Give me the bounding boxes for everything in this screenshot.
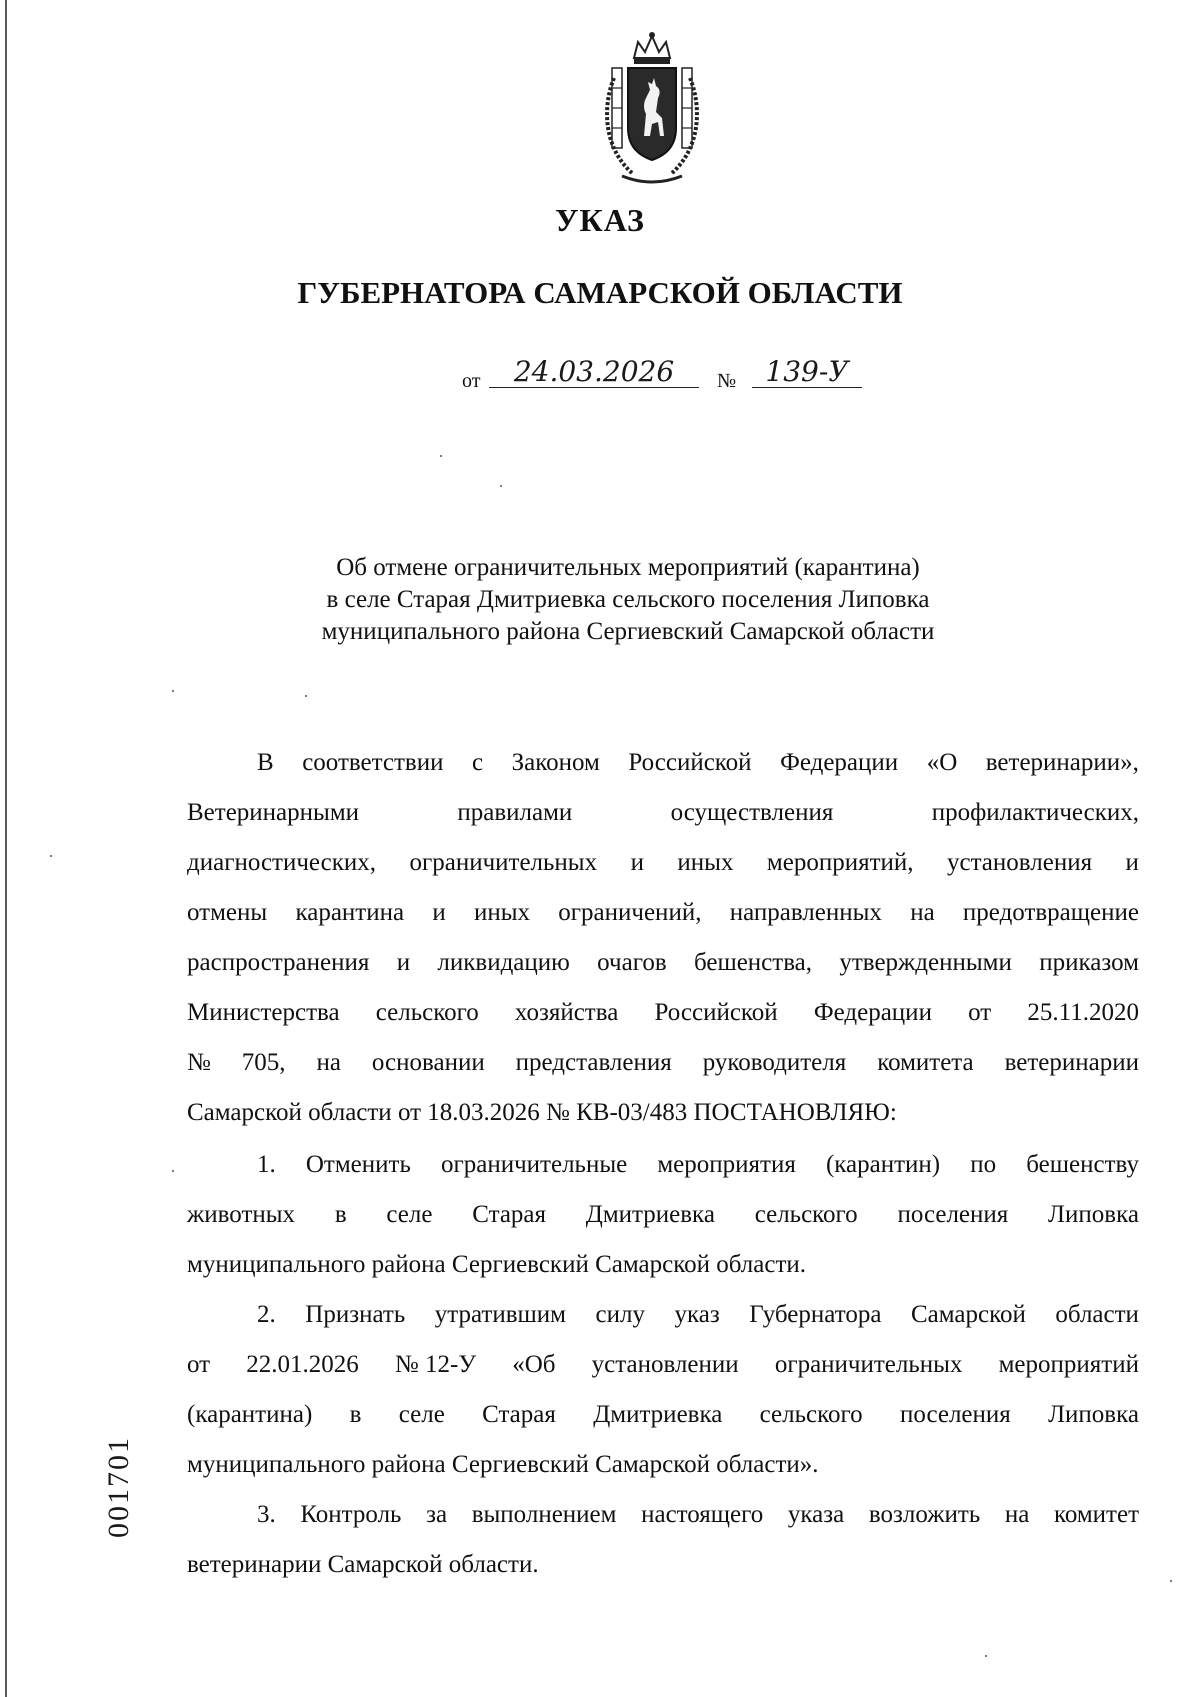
- word: сельского: [375, 999, 479, 1026]
- paragraph-line: [187, 988, 1139, 1038]
- word: Министерства: [187, 999, 340, 1026]
- word: Губернатора: [749, 1301, 882, 1328]
- word: осуществления: [670, 799, 834, 826]
- word: выполнением: [471, 1501, 617, 1528]
- word: животных: [187, 1201, 296, 1228]
- paragraph-last-line: Самарской области от 18.03.2026 № КВ-03/483 ПОСТАНОВЛЯЮ:: [187, 1099, 897, 1126]
- scan-speck: [172, 1170, 174, 1172]
- word: от: [968, 999, 992, 1026]
- word: соответствии: [302, 749, 444, 776]
- paragraph-line: [187, 1190, 1139, 1240]
- word: Федерации: [813, 999, 932, 1026]
- word: на: [910, 899, 935, 926]
- word: диагностических,: [187, 849, 377, 876]
- word: Контроль: [300, 1501, 402, 1528]
- word: комитет: [1053, 1501, 1139, 1528]
- word: мероприятий: [998, 1351, 1139, 1378]
- document-title: УКАЗ: [555, 202, 645, 238]
- word: возложить: [868, 1501, 981, 1528]
- word: очагов: [597, 949, 667, 976]
- word: Липовка: [1048, 1401, 1139, 1428]
- paragraph-line: [187, 1390, 1139, 1440]
- word: селе: [386, 1201, 433, 1228]
- word: ветеринарии: [1004, 1049, 1139, 1076]
- word: руководителя: [702, 1049, 847, 1076]
- scan-speck: [172, 690, 174, 692]
- word: сельского: [759, 1401, 863, 1428]
- registration-line: [462, 357, 862, 397]
- word: ограничительные: [440, 1151, 628, 1178]
- word: и: [1125, 849, 1139, 876]
- word: профилактических,: [931, 799, 1139, 826]
- word: Российской: [628, 749, 752, 776]
- paragraph-last-line: муниципального района Сергиевский Самарской области.: [187, 1251, 807, 1278]
- word: Липовка: [1048, 1201, 1139, 1228]
- word: ветеринарии»,: [985, 749, 1139, 776]
- word: с: [471, 749, 484, 776]
- document-subject: [250, 552, 1006, 648]
- word: поселения: [899, 1401, 1011, 1428]
- word: в: [334, 1201, 347, 1228]
- word: Законом: [511, 749, 600, 776]
- word: иных: [677, 849, 734, 876]
- paragraph-line: [187, 838, 1139, 888]
- word: на: [1004, 1501, 1030, 1528]
- paragraph-line: [187, 1340, 1139, 1390]
- word: 705,: [241, 1049, 286, 1076]
- word: селе: [398, 1401, 445, 1428]
- paragraph-line: [187, 938, 1139, 988]
- handwritten-date: 24.03.2026: [489, 357, 699, 388]
- word: мероприятия: [657, 1151, 796, 1178]
- paragraph-line: [187, 788, 1139, 838]
- word: представления: [515, 1049, 672, 1076]
- word: хозяйства: [514, 999, 619, 1026]
- word: по: [970, 1151, 997, 1178]
- word: указа: [787, 1501, 845, 1528]
- item-1-paragraph: [187, 1140, 1139, 1290]
- word: предотвращение: [962, 899, 1139, 926]
- scan-speck: [500, 485, 502, 487]
- word: ограничительных: [774, 1351, 963, 1378]
- word: утратившим: [434, 1301, 566, 1328]
- paragraph-line: [187, 1290, 1139, 1340]
- samara-coat-of-arms-icon: [592, 28, 712, 188]
- word: В: [257, 749, 274, 776]
- word: ограничительных: [409, 849, 598, 876]
- word: области: [1055, 1301, 1139, 1328]
- word: комитета: [877, 1049, 974, 1076]
- word: бешенства,: [693, 949, 813, 976]
- word: настоящего: [641, 1501, 764, 1528]
- word: ограничений,: [558, 899, 702, 926]
- number-sign: №: [717, 370, 737, 392]
- word: Отменить: [305, 1151, 411, 1178]
- word: ликвидацию: [437, 949, 570, 976]
- word: силу: [595, 1301, 645, 1328]
- word: № 12-У: [394, 1351, 477, 1378]
- word: 2.: [257, 1301, 276, 1328]
- paragraph-last-line: ветеринарии Самарской области.: [187, 1551, 539, 1578]
- item-3-paragraph: [187, 1490, 1139, 1590]
- paragraph-line: [187, 1490, 1139, 1540]
- word: отмены: [187, 899, 268, 926]
- date-prefix: от: [462, 370, 481, 392]
- word: Российской: [654, 999, 778, 1026]
- word: Признать: [305, 1301, 406, 1328]
- word: поселения: [897, 1201, 1009, 1228]
- word: 3.: [257, 1501, 276, 1528]
- word: от: [187, 1351, 211, 1378]
- word: Ветеринарными: [187, 799, 360, 826]
- word: утвержденными: [839, 949, 1012, 976]
- word: 1.: [257, 1151, 276, 1178]
- word: Дмитриевка: [593, 1401, 723, 1428]
- word: сельского: [754, 1201, 858, 1228]
- word: мероприятий,: [766, 849, 914, 876]
- word: (карантина): [187, 1401, 313, 1428]
- word: основании: [371, 1049, 485, 1076]
- subject-line: муниципального района Сергиевский Самарской области: [321, 618, 935, 645]
- item-2-paragraph: [187, 1290, 1139, 1490]
- word: Дмитриевка: [585, 1201, 715, 1228]
- word: приказом: [1039, 949, 1139, 976]
- word: указ: [674, 1301, 720, 1328]
- word: Федерации: [780, 749, 899, 776]
- word: и: [432, 899, 446, 926]
- word: 25.11.2020: [1027, 999, 1139, 1026]
- word: правилами: [457, 799, 573, 826]
- scan-speck: [50, 855, 52, 857]
- word: Самарской: [910, 1301, 1026, 1328]
- scan-speck: [305, 695, 307, 697]
- word: «О: [926, 749, 958, 776]
- subject-line: Об отмене ограничительных мероприятий (карантина): [336, 554, 920, 581]
- word: №: [187, 1049, 211, 1076]
- word: распространения: [187, 949, 370, 976]
- word: карантина: [295, 899, 405, 926]
- preamble-paragraph: [187, 738, 1139, 1138]
- word: установления: [946, 849, 1093, 876]
- word: и: [630, 849, 644, 876]
- word: иных: [473, 899, 531, 926]
- scan-edge-line: [5, 0, 7, 1697]
- word: бешенству: [1026, 1151, 1139, 1178]
- margin-registration-stamp: 001701: [102, 1436, 135, 1538]
- word: и: [396, 949, 411, 976]
- paragraph-line: [187, 1140, 1139, 1190]
- word: установлении: [591, 1351, 739, 1378]
- scan-speck: [440, 455, 442, 457]
- word: (карантин): [825, 1151, 941, 1178]
- paragraph-line: [187, 1038, 1139, 1088]
- paragraph-line: [187, 888, 1139, 938]
- document-issuer: ГУБЕРНАТОРА САМАРСКОЙ ОБЛАСТИ: [297, 275, 903, 310]
- word: в: [349, 1401, 362, 1428]
- word: Старая: [472, 1201, 547, 1228]
- word: 22.01.2026: [246, 1351, 359, 1378]
- word: Старая: [482, 1401, 556, 1428]
- scan-speck: [1170, 1580, 1172, 1582]
- paragraph-last-line: муниципального района Сергиевский Самарской области».: [187, 1451, 819, 1478]
- word: на: [316, 1049, 341, 1076]
- handwritten-number: 139-У: [752, 357, 862, 388]
- word: направленных: [729, 899, 882, 926]
- scan-speck: [985, 1655, 987, 1657]
- word: «Об: [512, 1351, 556, 1378]
- subject-line: в селе Старая Дмитриевка сельского поселения Липовка: [326, 586, 930, 613]
- word: за: [426, 1501, 448, 1528]
- paragraph-line: [187, 738, 1139, 788]
